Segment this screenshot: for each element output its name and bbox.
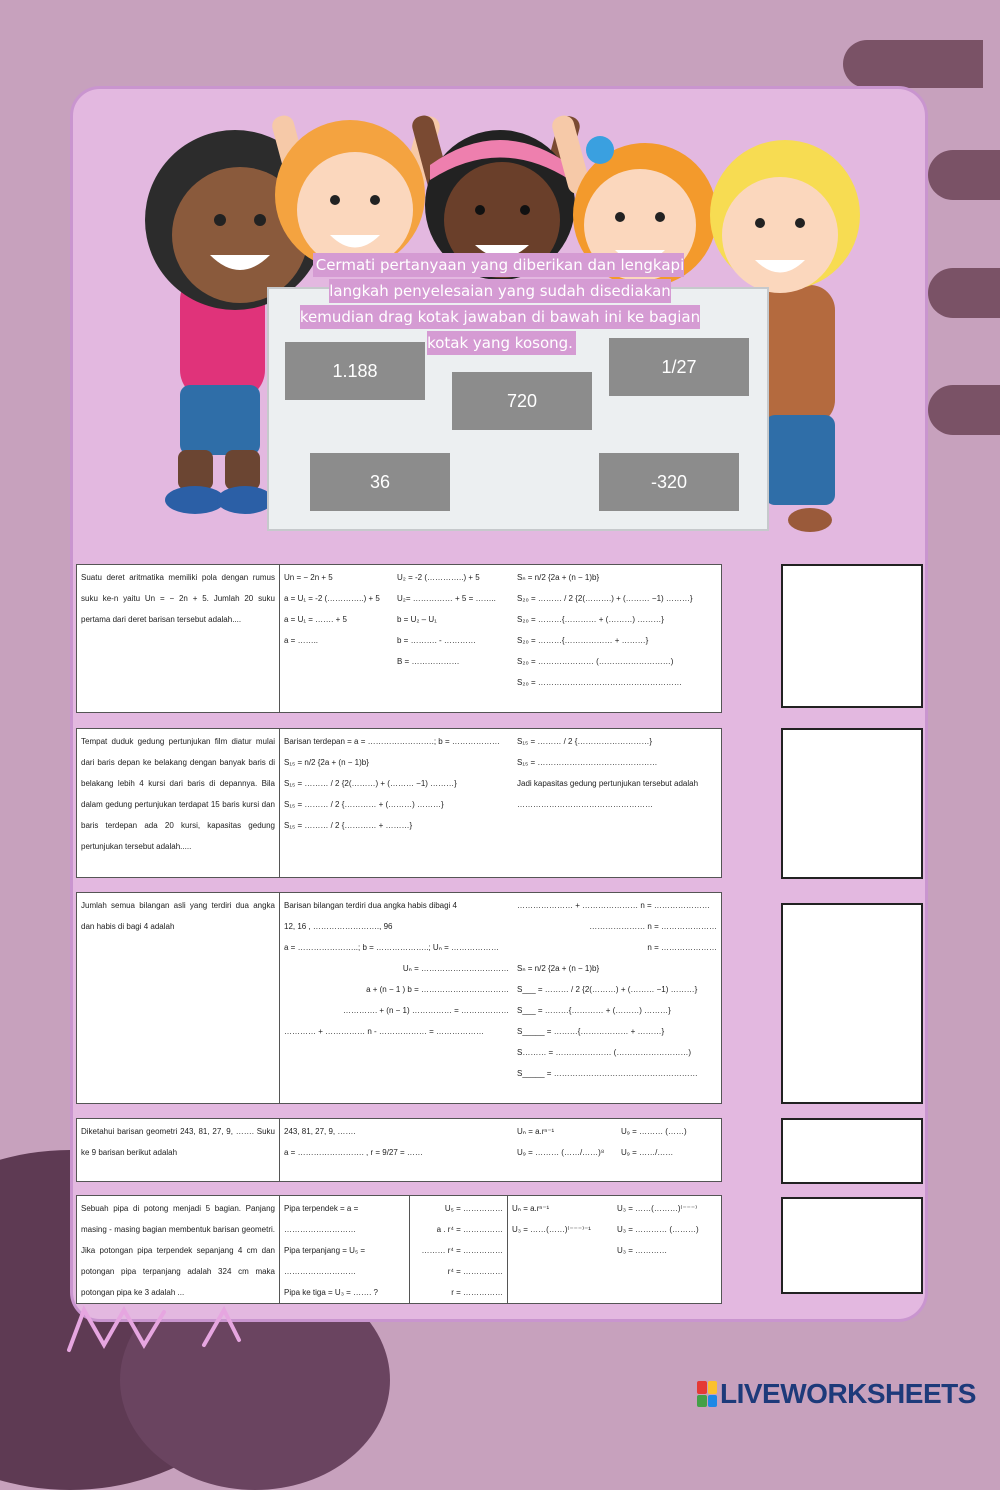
decor-tab-3: [928, 268, 1000, 318]
logo-badge-square: [697, 1395, 707, 1408]
question-text: Jumlah semua bilangan asli yang terdiri dua angka dan habis di bagi 4 adalah: [77, 893, 280, 1103]
instruction-text: Cermati pertanyaan yang diberikan dan lengkapi langkah penyelesaian yang sudah disediakan kemudian drag kotak jawaban di bawah ini ke bagian kotak yang kosong.: [299, 256, 701, 352]
liveworksheets-logo: [697, 1378, 976, 1410]
solution-column: [617, 1119, 721, 1181]
solution-line: S_____ = ………{……………… + ………}: [517, 1027, 665, 1036]
solution-line: S……… = ………………… (………………………): [517, 1048, 692, 1057]
logo-badge-square: [697, 1381, 707, 1394]
solution-line: n = …………………: [647, 943, 717, 952]
solution-line: S₁₅ = ……… / 2 {………… + ………}: [284, 821, 413, 830]
solution-line: ……… r⁴ = ……………: [421, 1246, 503, 1255]
solution-line: Jadi kapasitas gedung pertunjukan tersebut adalah: [517, 779, 699, 788]
solution-line: S₂₀ = ………{………… + (………) ………}: [517, 615, 664, 624]
answer-drop-box-4[interactable]: [781, 1118, 923, 1184]
solution-column: [508, 1196, 613, 1303]
solution-line: ………………………: [284, 1267, 356, 1276]
solution-line: S₁₅ = ……… / 2 {………… + (………) ………}: [284, 800, 444, 809]
solution-line: Barisan terdepan = a = …………………….; b = ………………: [284, 737, 500, 746]
answer-drop-box-2[interactable]: [781, 728, 923, 879]
solution-line: a = U₁ = -2 (…………..) + 5: [284, 594, 380, 603]
solution-line: S₂₀ = ……… / 2 {2(……….) + (……… −1) ………}: [517, 594, 693, 603]
question-table-3: [76, 892, 722, 1104]
solution-column: [410, 1196, 508, 1303]
solution-line: Pipa terpendek = a =: [284, 1204, 359, 1213]
solution-line: U₉ = ……… (……/……)⁸: [517, 1148, 605, 1157]
solution-line: U₃ = …………: [617, 1246, 668, 1255]
question-text: Tempat duduk gedung pertunjukan film diatur mulai dari baris depan ke belakang dengan banyak baris di belakang lebih 4 kursi dari baris di depannya. Bila dalam gedung pertunjukan terdapat 15 baris kursi dan baris terdepan ada 20 kursi, kapasitas gedung pertunjukan tersebut adalah.....: [77, 729, 280, 877]
solution-line: Barisan bilangan terdiri dua angka habis dibagi 4: [284, 901, 458, 910]
solution-column: [280, 1196, 410, 1303]
solution-line: S₁₅ = n/2 {2a + (n − 1)b}: [284, 758, 369, 767]
solution-line: ……………………………………………: [517, 800, 653, 809]
solution-line: 243, 81, 27, 9, …….: [284, 1127, 356, 1136]
solution-line: b = U₂ – U₁: [397, 615, 437, 624]
solution-line: ………………… + ………………… n = …………………: [517, 901, 710, 910]
solution-line: Uₙ = a.rⁿ⁻¹: [517, 1127, 555, 1136]
solution-column: [280, 729, 513, 877]
solution-line: Uₙ = ……………………………: [402, 964, 509, 973]
question-table-4: [76, 1118, 722, 1182]
solution-column: [393, 565, 513, 712]
answer-drop-box-1[interactable]: [781, 564, 923, 708]
solution-line: B = ………………: [397, 657, 460, 666]
solution-line: S___ = ……… / 2 {2(………) + (……… −1) ………}: [517, 985, 698, 994]
solution-line: 12, 16 , ……………………., 96: [284, 922, 393, 931]
solution-line: U₅ = ……………: [444, 1204, 503, 1213]
logo-badge-square: [708, 1395, 718, 1408]
solution-line: U₉ = ……… (……): [621, 1127, 687, 1136]
solution-line: a = U₁ = ……. + 5: [284, 615, 347, 624]
answer-drop-box-3[interactable]: [781, 903, 923, 1104]
solution-line: S₂₀ = ………………………………………………: [517, 678, 682, 687]
decor-tab-1: [843, 40, 983, 88]
answer-drop-box-5[interactable]: [781, 1197, 923, 1294]
solution-column: [613, 1196, 721, 1303]
solution-line: Un = − 2n + 5: [284, 573, 333, 582]
solution-line: b = ………. - …………: [397, 636, 476, 645]
question-text: Suatu deret aritmatika memiliki pola dengan rumus suku ke-n yaitu Un = − 2n + 5. Jumlah 20 suku pertama dari deret barisan tersebut adalah....: [77, 565, 280, 712]
decor-zigzag: [64, 1300, 264, 1360]
solution-line: U₂= …………… + 5 = ……..: [397, 594, 496, 603]
solution-line: a = …………………..; b = ………………..; Uₙ = ………………: [284, 943, 499, 952]
solution-line: S₂₀ = ………………… (………………………): [517, 657, 674, 666]
question-table-1: [76, 564, 722, 713]
solution-line: a = ……………………. , r = 9/27 = ……: [284, 1148, 423, 1157]
decor-tab-4: [928, 385, 1000, 435]
logo-badge-square: [708, 1381, 718, 1394]
solution-line: S₁₅ = ………………………………………: [517, 758, 658, 767]
solution-line: Pipa ke tiga = U₃ = ……. ?: [284, 1288, 378, 1297]
solution-column: [513, 893, 721, 1103]
answer-chip-5[interactable]: -320: [599, 453, 739, 511]
solution-line: ………… + …………… n - ……………… = ………………: [284, 1027, 485, 1036]
answer-chip-2[interactable]: 720: [452, 372, 592, 430]
solution-line: U₉ = ……/……: [621, 1148, 674, 1157]
solution-line: S₂₀ = ………{……………… + ………}: [517, 636, 649, 645]
answer-chip-3[interactable]: 1/27: [609, 338, 749, 396]
solution-line: S₁₅ = ……… / 2 {2(………) + (……… −1) ………}: [284, 779, 457, 788]
solution-column: [280, 893, 513, 1103]
answer-chip-1[interactable]: 1.188: [285, 342, 425, 400]
solution-line: ………………………: [284, 1225, 356, 1234]
solution-line: U₃ = ……(……)⁽⁻⁻⁻⁾⁻¹: [512, 1225, 591, 1234]
solution-column: [513, 1119, 617, 1181]
question-text: Sebuah pipa di potong menjadi 5 bagian. Panjang masing - masing bagian membentuk barisan geometri. Jika potongan pipa terpendek sepanjang 4 cm dan potongan pipa terpanjang adalah 324 cm maka potongan pipa ke 3 adalah ...: [77, 1196, 280, 1303]
answer-chip-4[interactable]: 36: [310, 453, 450, 511]
solution-line: S_____ = ………………………………………………: [517, 1069, 698, 1078]
solution-line: …………. + (n − 1) …………… = ………………: [342, 1006, 509, 1015]
question-table-5: [76, 1195, 722, 1304]
logo-badge: [697, 1381, 717, 1407]
solution-column: [513, 565, 721, 712]
solution-column: [280, 565, 393, 712]
question-table-2: [76, 728, 722, 878]
solution-line: Uₙ = a.rⁿ⁻¹: [512, 1204, 550, 1213]
solution-line: r = ……………: [451, 1288, 503, 1297]
solution-column: [280, 1119, 513, 1181]
solution-line: Sₙ = n/2 {2a + (n − 1)b}: [517, 573, 600, 582]
solution-line: a = ……..: [284, 636, 319, 645]
solution-line: Sₙ = n/2 {2a + (n − 1)b}: [517, 964, 600, 973]
question-text: Diketahui barisan geometri 243, 81, 27, 9, ……. Suku ke 9 barisan berikut adalah: [77, 1119, 280, 1181]
solution-line: S___ = ………{………… + (………) ………}: [517, 1006, 671, 1015]
solution-column: [513, 729, 721, 877]
solution-line: ………………… n = …………………: [589, 922, 717, 931]
solution-line: a + (n − 1 ) b = ……………………………: [366, 985, 509, 994]
solution-line: U₃ = ……(………)⁽⁻⁻⁻⁾: [617, 1204, 698, 1213]
solution-line: Pipa terpanjang = U₅ =: [284, 1246, 366, 1255]
solution-line: S₁₅ = ……… / 2 {………………………}: [517, 737, 653, 746]
solution-line: r⁴ = ……………: [447, 1267, 503, 1276]
solution-line: a . r⁴ = ……………: [436, 1225, 503, 1234]
decor-tab-2: [928, 150, 1000, 200]
solution-line: U₂ = -2 (…………..) + 5: [397, 573, 480, 582]
solution-line: U₃ = ………… (………): [617, 1225, 699, 1234]
logo-wordmark: LIVEWORKSHEETS: [720, 1378, 976, 1409]
